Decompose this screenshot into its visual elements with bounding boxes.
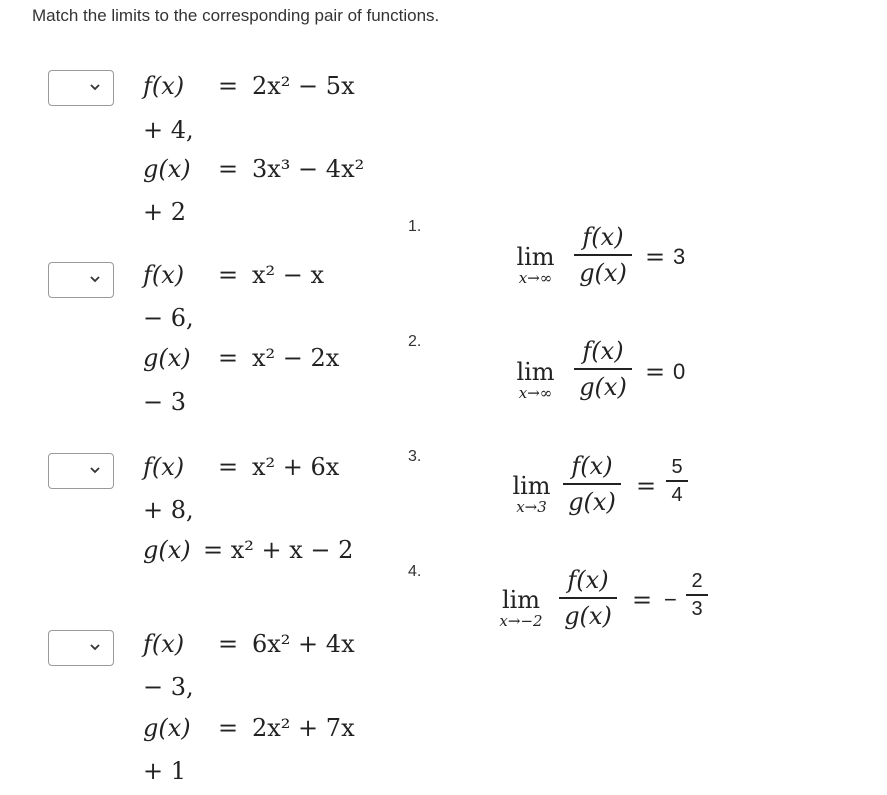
limit-1-fraction: [574, 222, 632, 288]
limit-3-number: 3.: [408, 448, 422, 465]
limit-4-value-bar: [686, 594, 708, 596]
limit-2-numerator: f(x): [582, 337, 624, 365]
limit-3-value-numerator: 5: [671, 456, 683, 478]
limit-3-value-fraction: [666, 455, 688, 507]
limit-1-value: 3: [673, 244, 686, 269]
limit-4-numerator: f(x): [567, 566, 609, 594]
limit-3-fraction-bar: [563, 483, 621, 485]
limit-1-lim-word: lim: [516, 243, 555, 271]
limit-2-subscript: x→∞: [518, 384, 553, 402]
limit-3-numerator: f(x): [571, 452, 613, 480]
limit-2-number: 2.: [408, 333, 422, 350]
pair-1-g-continuation: + 2: [143, 198, 187, 226]
limit-3-subscript: x→3: [516, 498, 547, 516]
instruction-text: Match the limits to the corresponding pair of functions.: [32, 6, 440, 25]
limit-3-denominator: g(x): [568, 487, 616, 516]
match-select-2[interactable]: [48, 262, 114, 298]
limit-1-denominator: g(x): [579, 258, 627, 287]
pair-2-f-equals: =: [218, 261, 239, 289]
limit-4-operator: [489, 588, 553, 630]
limit-1-operator: [508, 245, 563, 287]
pair-1-g-label: g(x): [143, 155, 191, 183]
limit-4-value-numerator: 2: [691, 570, 703, 592]
limit-4-equals: =: [632, 586, 653, 614]
chevron-down-icon: [88, 80, 102, 94]
limit-3-lim-word: lim: [512, 472, 551, 500]
match-select-4[interactable]: [48, 630, 114, 666]
limit-2-fraction-bar: [574, 368, 632, 370]
limit-2-equals: =: [645, 358, 666, 386]
pair-2-g-label: g(x): [143, 344, 191, 372]
pair-2-f-expression: x² − x: [252, 261, 325, 289]
limit-4-fraction: [559, 565, 617, 631]
limit-1-subscript: x→∞: [518, 269, 553, 287]
chevron-down-icon: [88, 463, 102, 477]
limit-2-denominator: g(x): [579, 372, 627, 401]
limit-4-value-fraction: [686, 569, 708, 621]
pair-1-g-equals: =: [218, 155, 239, 183]
pair-3-g-label: g(x): [143, 536, 191, 564]
limit-4-number: 4.: [408, 563, 422, 580]
limit-3-equals: =: [636, 472, 657, 500]
limit-2-lim-word: lim: [516, 358, 555, 386]
pair-1-f-continuation: + 4,: [143, 116, 194, 144]
pair-2-g-expression: x² − 2x: [252, 344, 340, 372]
pair-4-g-equals: =: [218, 714, 239, 742]
pair-4-g-expression: 2x² + 7x: [252, 714, 355, 742]
match-select-3[interactable]: [48, 453, 114, 489]
pair-3-g-expression: = x² + x − 2: [203, 536, 354, 564]
pair-4-f-label: f(x): [143, 630, 185, 658]
pair-4-g-continuation: + 1: [143, 757, 187, 785]
pair-1-f-label: f(x): [143, 72, 185, 100]
pair-1-f-equals: =: [218, 72, 239, 100]
limit-4-subscript: x→−2: [499, 612, 543, 630]
pair-2-g-continuation: − 3: [143, 388, 187, 416]
chevron-down-icon: [88, 640, 102, 654]
limit-1-number: 1.: [408, 218, 422, 235]
limit-3-value-denominator: 4: [671, 483, 683, 506]
pair-3-f-expression: x² + 6x: [252, 453, 340, 481]
limit-1-fraction-bar: [574, 254, 632, 256]
limit-4-fraction-bar: [559, 597, 617, 599]
pair-3-f-continuation: + 8,: [143, 496, 194, 524]
pair-3-f-label: f(x): [143, 453, 185, 481]
pair-4-f-equals: =: [218, 630, 239, 658]
pair-1-g-expression: 3x³ − 4x²: [252, 155, 365, 183]
limit-4-denominator: g(x): [564, 601, 612, 630]
limit-1-equals: =: [645, 243, 666, 271]
chevron-down-icon: [88, 272, 102, 286]
match-select-1[interactable]: [48, 70, 114, 106]
pair-4-g-label: g(x): [143, 714, 191, 742]
pair-4-f-expression: 6x² + 4x: [252, 630, 355, 658]
limit-3-value-bar: [666, 480, 688, 482]
pair-2-g-equals: =: [218, 344, 239, 372]
pair-2-f-continuation: − 6,: [143, 304, 194, 332]
pair-3-f-equals: =: [218, 453, 239, 481]
limit-3-fraction: [563, 451, 621, 517]
limit-2-value: 0: [673, 359, 686, 384]
limit-4-value-denominator: 3: [691, 597, 703, 620]
limit-2-operator: [508, 360, 563, 402]
limit-4-value-sign: −: [664, 587, 677, 612]
pair-2-f-label: f(x): [143, 261, 185, 289]
limit-1-numerator: f(x): [582, 223, 624, 251]
pair-1-f-expression: 2x² − 5x: [252, 72, 355, 100]
limit-3-operator: [504, 474, 559, 516]
limit-2-fraction: [574, 336, 632, 402]
limit-4-lim-word: lim: [501, 586, 541, 614]
pair-4-f-continuation: − 3,: [143, 673, 194, 701]
